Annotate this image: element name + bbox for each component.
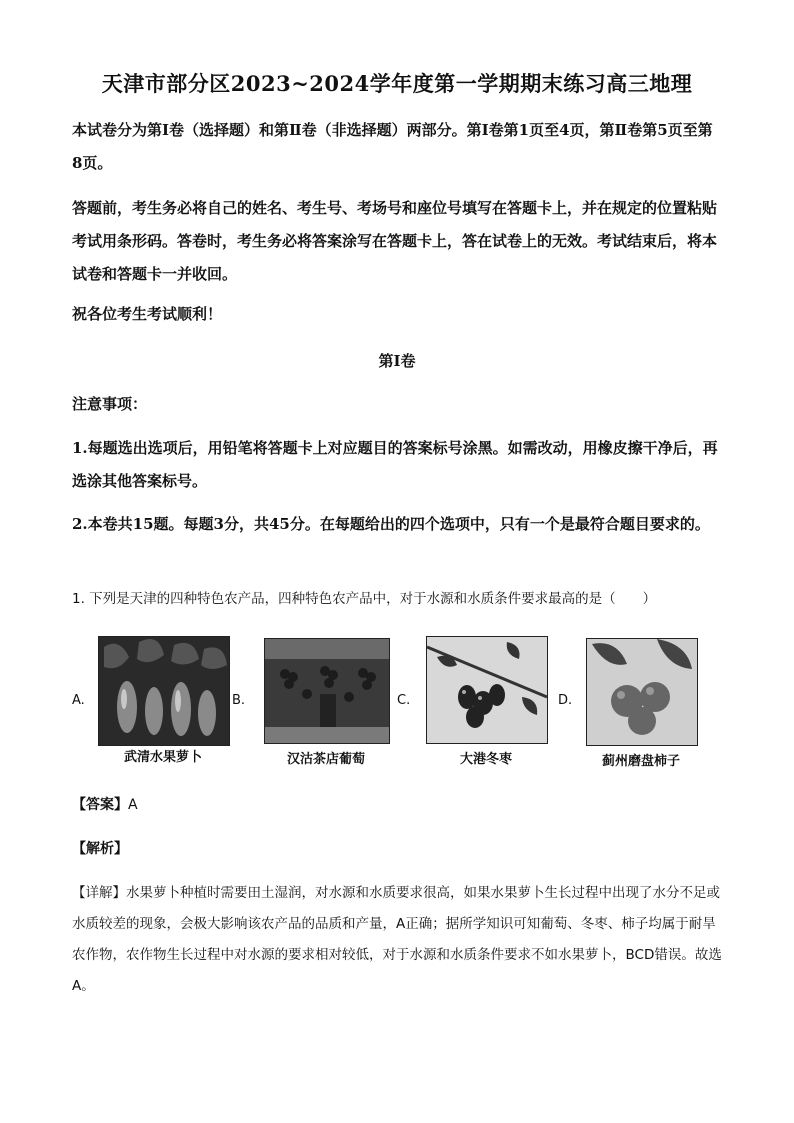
option-a-caption: 武清水果萝卜 bbox=[123, 750, 202, 765]
detail-explanation: 【详解】水果萝卜种植时需要田土湿润，对水源和水质要求很高，如果水果萝卜生长过程中出现了水分不足或水质较差的现象，会极大影响该农产品的品质和产量，A正确；据所学知识可知葡萄、冬枣、柿子均属于耐旱农作物，农作物生长过程中对水源的要求相对较低，对于水源和水质条件要求不如水果萝卜，BCD错误。故选A。 bbox=[72, 885, 722, 994]
analysis-label: 【解析】 bbox=[72, 841, 128, 857]
persimmon-photo-icon bbox=[586, 638, 698, 746]
note-2: 2.本卷共15题。每题3分，共45分。在每题给出的四个选项中，只有一个是最符合题目要求的。 bbox=[72, 515, 710, 533]
option-b-letter: B. bbox=[232, 693, 246, 708]
option-c-caption: 大港冬枣 bbox=[459, 752, 512, 767]
intro-paragraph-3: 祝各位考生考试顺利！ bbox=[72, 305, 223, 323]
option-b-caption: 汉沽茶店葡萄 bbox=[286, 752, 365, 767]
answer-label: 【答案】 bbox=[72, 797, 128, 813]
answer-line bbox=[72, 794, 138, 814]
radish-photo-icon bbox=[98, 636, 230, 746]
option-d-letter: D. bbox=[558, 693, 573, 708]
section-title: 第Ⅰ卷 bbox=[378, 352, 416, 370]
option-d-caption: 蓟州磨盘柿子 bbox=[601, 754, 680, 769]
intro-paragraph-2: 答题前，考生务必将自己的姓名、考生号、考场号和座位号填写在答题卡上，并在规定的位置粘贴考试用条形码。答卷时，考生务必将答案涂写在答题卡上，答在试卷上的无效。考试结束后，将本试卷和答题卡一并收回。 bbox=[72, 199, 718, 283]
answer-value: A bbox=[128, 797, 138, 813]
page-title: 天津市部分区2023~2024学年度第一学期期末练习高三地理 bbox=[101, 71, 693, 96]
note-1: 1.每题选出选项后，用铅笔将答题卡上对应题目的答案标号涂黑。如需改动，用橡皮擦干净后，再选涂其他答案标号。 bbox=[72, 439, 718, 490]
notes-heading: 注意事项： bbox=[72, 395, 148, 413]
question-1-stem: 1. 下列是天津的四种特色农产品，四种特色农产品中，对于水源和水质条件要求最高的是（ ） bbox=[72, 591, 657, 607]
jujube-photo-icon bbox=[426, 636, 548, 744]
option-a-letter: A. bbox=[72, 693, 85, 708]
intro-paragraph-1: 本试卷分为第Ⅰ卷（选择题）和第Ⅱ卷（非选择题）两部分。第Ⅰ卷第1页至4页，第Ⅱ卷第5页至第8页。 bbox=[72, 121, 713, 172]
grape-photo-icon bbox=[264, 638, 390, 744]
option-c-letter: C. bbox=[397, 693, 411, 708]
